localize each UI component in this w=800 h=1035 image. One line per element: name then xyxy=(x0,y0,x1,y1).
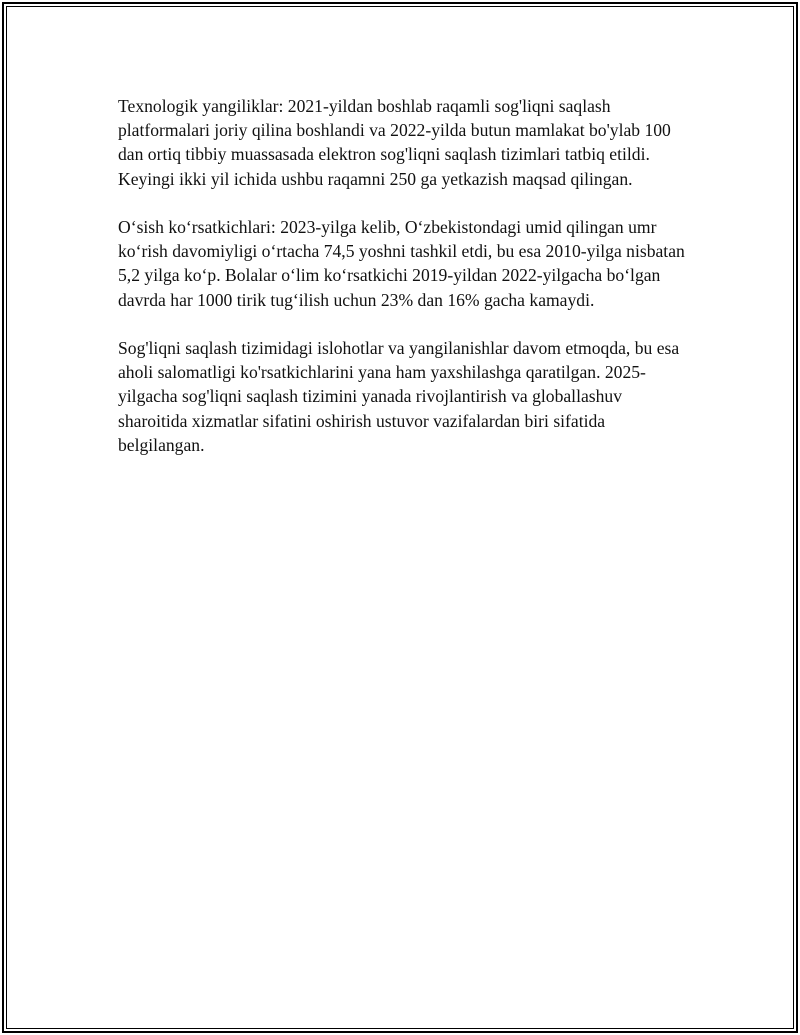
paragraph-healthcare-reforms: Sog'liqni saqlash tizimidagi islohotlar va yangilanishlar davom etmoqda, bu esa aholi salomatligi ko'rsatkichlarini yana ham yaxshilashga qaratilgan. 2025-yilgacha sog'liqni saqlash tizimini yanada rivojlantirish va globallashuv sharoitida xizmatlar sifatini oshirish ustuvor vazifalardan biri sifatida belgilangan. xyxy=(118,338,680,455)
document-body xyxy=(118,94,690,481)
paragraph-growth-indicators: Oʻsish koʻrsatkichlari: 2023-yilga kelib, Oʻzbekistondagi umid qilingan umr koʻrish davomiyligi oʻrtacha 74,5 yoshni tashkil etdi, bu esa 2010-yilga nisbatan 5,2 yilga koʻp. Bolalar oʻlim koʻrsatkichi 2019-yildan 2022-yilgacha boʻlgan davrda har 1000 tirik tugʻilish uchun 23% dan 16% gacha kamaydi. xyxy=(118,217,685,310)
page-border xyxy=(2,2,798,1033)
paragraph-technology-news: Texnologik yangiliklar: 2021-yildan boshlab raqamli sog'liqni saqlash platformalari joriy qilina boshlandi va 2022-yilda butun mamlakat bo'ylab 100 dan ortiq tibbiy muassasada elektron sog'liqni saqlash tizimlari tatbiq etildi. Keyingi ikki yil ichida ushbu raqamni 250 ga yetkazish maqsad qilingan. xyxy=(118,96,671,189)
